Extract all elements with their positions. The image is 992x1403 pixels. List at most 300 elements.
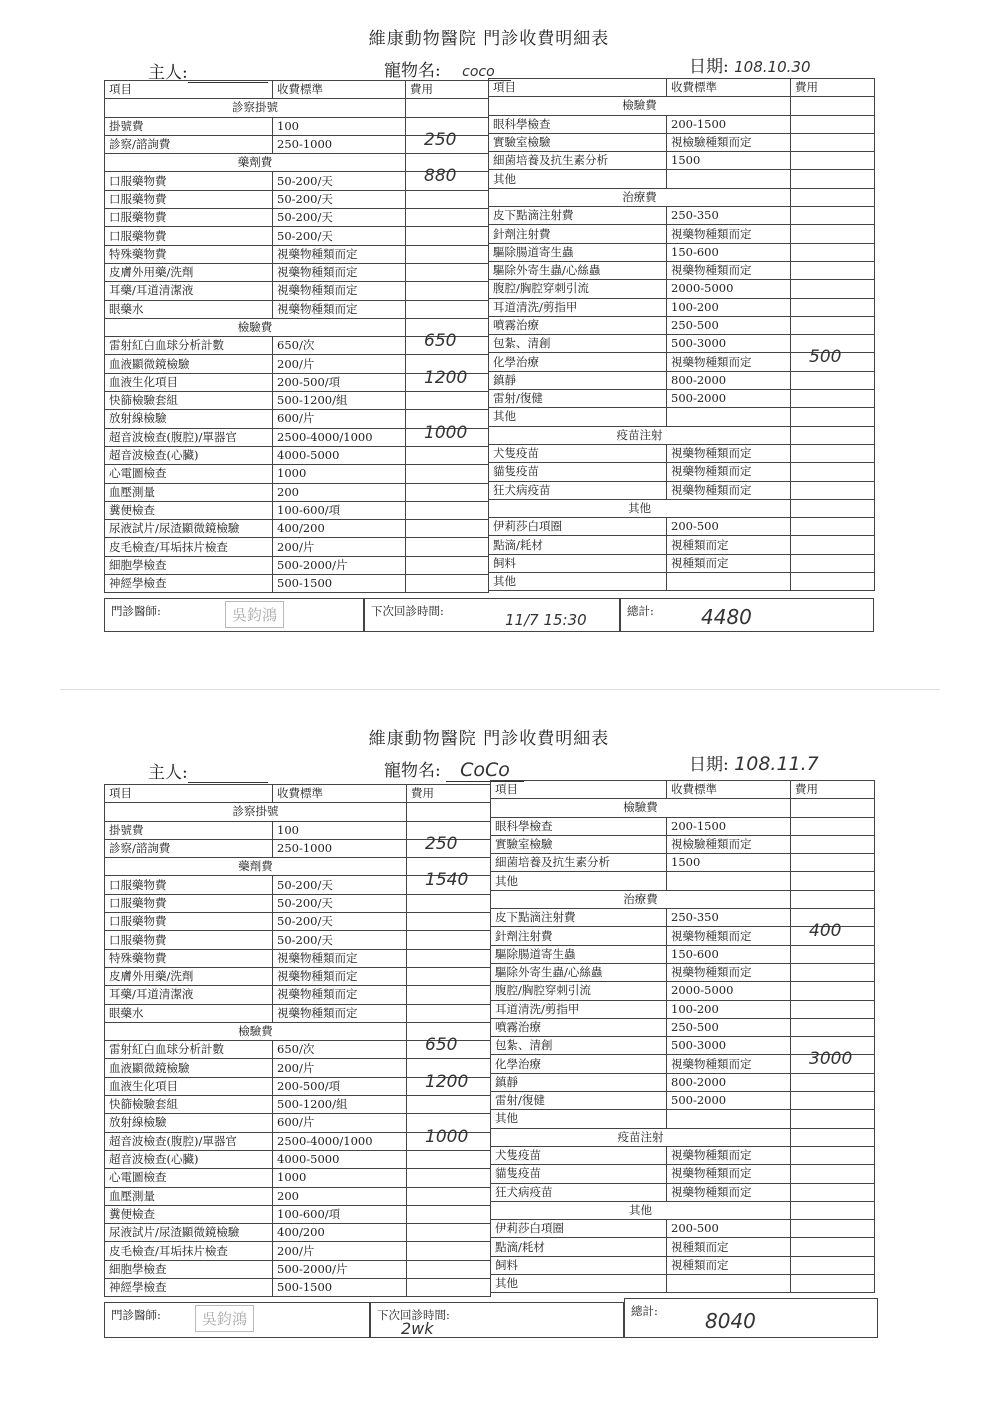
next-visit-cell [364, 598, 620, 632]
doctor-stamp: 吳鈞鴻 [195, 1305, 254, 1332]
item-cell: 快篩檢驗套組 [105, 392, 273, 410]
fee-row [105, 190, 489, 208]
fee-cell [791, 444, 875, 462]
fee-cell [791, 243, 875, 261]
standard-cell: 50-200/天 [273, 209, 406, 227]
item-cell: 血液生化項目 [105, 1077, 273, 1095]
next-visit-value: 11/7 15:30 [505, 611, 587, 629]
fee-cell [791, 1275, 875, 1293]
fee-row [105, 446, 489, 464]
fee-row [489, 316, 875, 334]
standard-cell: 視藥物種類而定 [273, 986, 407, 1004]
fee-cell [791, 280, 875, 298]
fee-value: 880 [424, 166, 457, 187]
fee-value: 1200 [425, 1071, 469, 1092]
fee-value: 1200 [424, 367, 468, 388]
fee-row [491, 835, 875, 853]
fee-row [491, 963, 875, 981]
item-cell: 皮毛檢查/耳垢抹片檢查 [105, 1242, 273, 1260]
doctor-stamp: 吳鈞鴻 [225, 601, 284, 628]
item-cell: 掛號費 [105, 821, 273, 839]
standard-cell: 視檢驗種類而定 [667, 835, 791, 853]
item-cell: 雷射紅白血球分析計數 [105, 337, 273, 355]
standard-cell [667, 573, 791, 591]
owner-blank [188, 766, 268, 783]
fee-cell [406, 331, 489, 355]
standard-cell: 100 [273, 821, 407, 839]
fee-cell [406, 166, 489, 190]
fee-row [491, 1055, 875, 1073]
item-cell: 診察/諮詢費 [105, 135, 273, 153]
item-cell: 口服藥物費 [105, 894, 273, 912]
standard-cell: 800-2000 [667, 371, 791, 389]
fee-form-2 [104, 718, 874, 1358]
item-cell: 血壓測量 [105, 1187, 273, 1205]
fee-cell [791, 261, 875, 279]
total-label: 總計: [627, 604, 654, 618]
standard-cell: 視種類而定 [667, 536, 791, 554]
standard-cell: 200-500/項 [273, 1077, 407, 1095]
standard-cell: 400/200 [273, 1224, 407, 1242]
fee-cell [407, 913, 491, 931]
fee-cell [406, 575, 489, 593]
standard-cell: 視藥物種類而定 [273, 967, 407, 985]
pet-label: 寵物名: [384, 61, 441, 81]
fee-cell [406, 367, 489, 391]
fee-row [105, 392, 489, 410]
fee-row [105, 1187, 491, 1205]
fee-cell [406, 190, 489, 208]
section-spacer [406, 99, 489, 117]
col-header-item: 項目 [489, 79, 667, 97]
fee-table-right [490, 780, 875, 1293]
standard-cell: 2500-4000/1000 [273, 428, 406, 446]
standard-cell: 2000-5000 [667, 982, 791, 1000]
fee-cell [407, 1071, 491, 1095]
item-cell: 放射線檢驗 [105, 410, 273, 428]
item-cell: 雷射紅白血球分析計數 [105, 1041, 273, 1059]
col-header-fee: 費用 [407, 785, 491, 803]
standard-cell: 200-500 [667, 518, 791, 536]
fee-cell [406, 209, 489, 227]
doctor-label: 門診醫師: [111, 604, 161, 618]
section-row [489, 97, 875, 115]
fee-cell [407, 1126, 491, 1150]
item-cell: 針劑注射費 [489, 225, 667, 243]
col-header-item: 項目 [491, 781, 667, 799]
pet-label: 寵物名: [384, 761, 441, 781]
fee-cell [407, 894, 491, 912]
fee-row [105, 986, 491, 1004]
standard-cell: 50-200/天 [273, 913, 407, 931]
fee-cell [407, 1260, 491, 1278]
section-heading: 診察掛號 [105, 99, 406, 117]
item-cell: 皮下點滴注射費 [491, 909, 667, 927]
standard-cell: 650/次 [273, 1041, 407, 1059]
item-cell: 飼料 [489, 554, 667, 572]
item-cell: 犬隻疫苗 [489, 444, 667, 462]
standard-cell: 800-2000 [667, 1073, 791, 1091]
fee-cell [791, 316, 875, 334]
fee-row [105, 245, 489, 263]
fee-table-right [488, 78, 875, 591]
col-header-standard: 收費標準 [667, 781, 791, 799]
section-row [105, 99, 489, 117]
standard-cell: 1000 [273, 1169, 407, 1187]
item-cell: 特殊藥物費 [105, 245, 273, 263]
item-cell: 特殊藥物費 [105, 949, 273, 967]
standard-cell [667, 408, 791, 426]
item-cell: 口服藥物費 [105, 913, 273, 931]
fee-cell [407, 1205, 491, 1223]
section-heading: 治療費 [491, 890, 791, 908]
fee-row [105, 1041, 491, 1059]
standard-cell: 200/片 [273, 355, 406, 373]
item-cell: 驅除腸道寄生蟲 [489, 243, 667, 261]
date-value: 108.11.7 [734, 753, 819, 775]
section-row [489, 188, 875, 206]
fee-row [105, 839, 491, 857]
standard-cell: 500-3000 [667, 335, 791, 353]
standard-cell: 250-1000 [273, 135, 406, 153]
item-cell: 其他 [489, 170, 667, 188]
item-cell: 其他 [491, 1110, 667, 1128]
col-header-item: 項目 [105, 81, 273, 99]
fee-row [489, 444, 875, 462]
standard-cell: 視藥物種類而定 [667, 261, 791, 279]
fee-row [105, 1224, 491, 1242]
item-cell: 掛號費 [105, 117, 273, 135]
fee-cell [791, 921, 875, 945]
standard-cell: 150-600 [667, 945, 791, 963]
item-cell: 口服藥物費 [105, 190, 273, 208]
fee-cell [791, 1165, 875, 1183]
standard-cell: 50-200/天 [273, 227, 406, 245]
fee-cell [791, 207, 875, 225]
section-spacer [791, 1201, 875, 1219]
pet-name-value: CoCo [446, 759, 524, 782]
col-header-fee: 費用 [791, 79, 875, 97]
total-value: 8040 [705, 1309, 756, 1333]
fee-row [105, 373, 489, 391]
standard-cell: 200/片 [273, 538, 406, 556]
standard-cell: 250-350 [667, 909, 791, 927]
fee-cell [791, 347, 875, 371]
item-cell: 口服藥物費 [105, 209, 273, 227]
fee-cell [791, 536, 875, 554]
standard-cell: 視藥物種類而定 [667, 481, 791, 499]
item-cell: 耳道清洗/剪指甲 [491, 1000, 667, 1018]
fee-row [491, 1018, 875, 1036]
fee-cell [406, 245, 489, 263]
col-header-item: 項目 [105, 785, 273, 803]
fee-cell [407, 1035, 491, 1059]
standard-cell: 500-2000 [667, 390, 791, 408]
item-cell: 口服藥物費 [105, 227, 273, 245]
total-cell [620, 598, 874, 632]
item-cell: 眼藥水 [105, 1004, 273, 1022]
standard-cell: 視種類而定 [667, 1238, 791, 1256]
total-value: 4480 [701, 605, 752, 629]
item-cell: 其他 [491, 872, 667, 890]
standard-cell: 視藥物種類而定 [667, 463, 791, 481]
section-heading: 檢驗費 [105, 1022, 407, 1040]
fee-cell [791, 1110, 875, 1128]
section-heading: 治療費 [489, 188, 791, 206]
fee-row [105, 135, 489, 153]
fee-row [489, 573, 875, 591]
fee-cell [791, 835, 875, 853]
fee-row [489, 170, 875, 188]
standard-cell: 100 [273, 117, 406, 135]
fee-row [491, 872, 875, 890]
standard-cell: 100-200 [667, 1000, 791, 1018]
standard-cell: 500-2000/片 [273, 1260, 407, 1278]
standard-cell: 500-1500 [273, 1279, 407, 1297]
standard-cell: 視藥物種類而定 [667, 444, 791, 462]
item-cell: 耳藥/耳道清潔液 [105, 986, 273, 1004]
standard-cell: 600/片 [273, 1114, 407, 1132]
fee-row [491, 1256, 875, 1274]
standard-cell: 650/次 [273, 337, 406, 355]
fee-cell [791, 1000, 875, 1018]
fee-row [105, 1169, 491, 1187]
item-cell: 鎮靜 [491, 1073, 667, 1091]
fee-cell [791, 817, 875, 835]
fee-value: 3000 [809, 1049, 853, 1070]
date-value: 108.10.30 [734, 58, 811, 76]
fee-row [491, 1165, 875, 1183]
fee-row [105, 538, 489, 556]
fee-value: 1540 [425, 870, 469, 891]
standard-cell [667, 1275, 791, 1293]
standard-cell: 50-200/天 [273, 190, 406, 208]
fee-row [491, 982, 875, 1000]
fee-cell [791, 152, 875, 170]
fee-cell [791, 1073, 875, 1091]
standard-cell: 視藥物種類而定 [667, 1165, 791, 1183]
item-cell: 眼科學檢查 [489, 115, 667, 133]
item-cell: 血液顯微鏡檢驗 [105, 1059, 273, 1077]
fee-row [491, 1220, 875, 1238]
section-spacer [791, 188, 875, 206]
standard-cell: 2500-4000/1000 [273, 1132, 407, 1150]
item-cell: 實驗室檢驗 [489, 133, 667, 151]
standard-cell: 600/片 [273, 410, 406, 428]
fee-cell [406, 392, 489, 410]
fee-cell [791, 463, 875, 481]
fee-cell [791, 872, 875, 890]
item-cell: 糞便檢查 [105, 501, 273, 519]
fee-row [105, 1242, 491, 1260]
fee-row [489, 390, 875, 408]
fee-row [491, 854, 875, 872]
item-cell: 雷射/復健 [491, 1092, 667, 1110]
standard-cell: 500-3000 [667, 1037, 791, 1055]
standard-cell: 200 [273, 1187, 407, 1205]
item-cell: 驅除腸道寄生蟲 [491, 945, 667, 963]
standard-cell: 1500 [667, 152, 791, 170]
item-cell: 飼料 [491, 1256, 667, 1274]
fee-row [489, 353, 875, 371]
section-spacer [791, 499, 875, 517]
fee-value: 250 [424, 129, 457, 150]
fee-cell [791, 854, 875, 872]
item-cell: 其他 [491, 1275, 667, 1293]
section-spacer [791, 799, 875, 817]
standard-cell: 50-200/天 [273, 876, 407, 894]
item-cell: 眼藥水 [105, 300, 273, 318]
fee-row [489, 298, 875, 316]
fee-row [489, 243, 875, 261]
standard-cell: 視種類而定 [667, 554, 791, 572]
section-row [491, 799, 875, 817]
standard-cell: 視藥物種類而定 [273, 300, 406, 318]
item-cell: 口服藥物費 [105, 876, 273, 894]
item-cell: 驅除外寄生蟲/心絲蟲 [489, 261, 667, 279]
fee-row [491, 1092, 875, 1110]
item-cell: 皮膚外用藥/洗劑 [105, 263, 273, 281]
fee-cell [791, 1220, 875, 1238]
item-cell: 心電圖檢查 [105, 1169, 273, 1187]
item-cell: 超音波檢查(腹腔)/單器官 [105, 428, 273, 446]
section-row [489, 426, 875, 444]
item-cell: 細胞學檢查 [105, 556, 273, 574]
col-header-standard: 收費標準 [667, 79, 791, 97]
fee-row [105, 209, 489, 227]
standard-cell: 視藥物種類而定 [667, 1146, 791, 1164]
item-cell: 血液顯微鏡檢驗 [105, 355, 273, 373]
fee-cell [791, 1183, 875, 1201]
fee-cell [791, 518, 875, 536]
section-heading: 藥劑費 [105, 858, 407, 876]
item-cell: 點滴/耗材 [491, 1238, 667, 1256]
fee-row [491, 1110, 875, 1128]
fee-cell [407, 1169, 491, 1187]
item-cell: 心電圖檢查 [105, 465, 273, 483]
item-cell: 腹腔/胸腔穿刺引流 [489, 280, 667, 298]
fee-row [105, 227, 489, 245]
owner-field [148, 758, 268, 783]
fee-cell [791, 1256, 875, 1274]
standard-cell [667, 170, 791, 188]
standard-cell: 視藥物種類而定 [667, 353, 791, 371]
standard-cell: 100-200 [667, 298, 791, 316]
col-header-fee: 費用 [406, 81, 489, 99]
fee-cell [406, 263, 489, 281]
fee-row [105, 1132, 491, 1150]
fee-row [105, 300, 489, 318]
doctor-cell [104, 1302, 370, 1338]
form-title: 維康動物醫院 門診收費明細表 [368, 729, 610, 749]
fee-row [489, 225, 875, 243]
standard-cell: 500-2000 [667, 1092, 791, 1110]
next-visit-label: 下次回診時間: [371, 604, 444, 618]
fee-cell [406, 129, 489, 153]
standard-cell: 400/200 [273, 520, 406, 538]
col-header-fee: 費用 [791, 781, 875, 799]
fee-row [105, 263, 489, 281]
standard-cell: 200/片 [273, 1242, 407, 1260]
standard-cell: 200-1500 [667, 817, 791, 835]
item-cell: 噴霧治療 [491, 1018, 667, 1036]
fee-cell [791, 1092, 875, 1110]
fee-row [489, 481, 875, 499]
fee-row [105, 520, 489, 538]
next-visit-cell [370, 1302, 624, 1338]
standard-cell: 視種類而定 [667, 1256, 791, 1274]
fee-cell [406, 483, 489, 501]
standard-cell: 200-500/項 [273, 373, 406, 391]
section-row [491, 1128, 875, 1146]
fee-row [489, 518, 875, 536]
fee-row [491, 1073, 875, 1091]
fee-cell [791, 982, 875, 1000]
item-cell: 貓隻疫苗 [491, 1165, 667, 1183]
fee-value: 1000 [425, 1126, 469, 1147]
fee-row [489, 371, 875, 389]
fee-row [489, 554, 875, 572]
section-row [489, 499, 875, 517]
fee-row [105, 931, 491, 949]
section-heading: 診察掛號 [105, 803, 407, 821]
standard-cell: 50-200/天 [273, 931, 407, 949]
item-cell: 放射線檢驗 [105, 1114, 273, 1132]
section-heading: 檢驗費 [105, 318, 406, 336]
item-cell: 鎮靜 [489, 371, 667, 389]
item-cell: 腹腔/胸腔穿刺引流 [491, 982, 667, 1000]
fee-cell [406, 538, 489, 556]
item-cell: 實驗室檢驗 [491, 835, 667, 853]
section-row [491, 890, 875, 908]
fee-row [489, 463, 875, 481]
next-visit-value: 2wk [401, 1319, 434, 1338]
date-label: 日期: [689, 57, 729, 77]
fee-table-left [104, 80, 489, 593]
fee-cell [406, 501, 489, 519]
fee-cell [791, 170, 875, 188]
fee-cell [406, 300, 489, 318]
fee-cell [406, 556, 489, 574]
standard-cell: 1500 [667, 854, 791, 872]
standard-cell [667, 872, 791, 890]
standard-cell: 100-600/項 [273, 1205, 407, 1223]
standard-cell: 視藥物種類而定 [667, 1183, 791, 1201]
item-cell: 驅除外寄生蟲/心絲蟲 [491, 963, 667, 981]
fee-cell [791, 1049, 875, 1073]
standard-cell: 視藥物種類而定 [273, 263, 406, 281]
col-header-standard: 收費標準 [273, 785, 407, 803]
standard-cell: 200/片 [273, 1059, 407, 1077]
fee-row [105, 1096, 491, 1114]
fee-row [489, 133, 875, 151]
section-spacer [791, 426, 875, 444]
section-heading: 疫苗注射 [489, 426, 791, 444]
section-heading: 其他 [491, 1201, 791, 1219]
fee-row [105, 483, 489, 501]
standard-cell: 視藥物種類而定 [667, 963, 791, 981]
item-cell: 化學治療 [489, 353, 667, 371]
fee-row [491, 1000, 875, 1018]
fee-row [491, 927, 875, 945]
section-heading: 疫苗注射 [491, 1128, 791, 1146]
standard-cell: 100-600/項 [273, 501, 406, 519]
item-cell: 皮毛檢查/耳垢抹片檢查 [105, 538, 273, 556]
item-cell: 細胞學檢查 [105, 1260, 273, 1278]
item-cell: 點滴/耗材 [489, 536, 667, 554]
fee-cell [406, 520, 489, 538]
item-cell: 尿液試片/尿渣顯微鏡檢驗 [105, 1224, 273, 1242]
